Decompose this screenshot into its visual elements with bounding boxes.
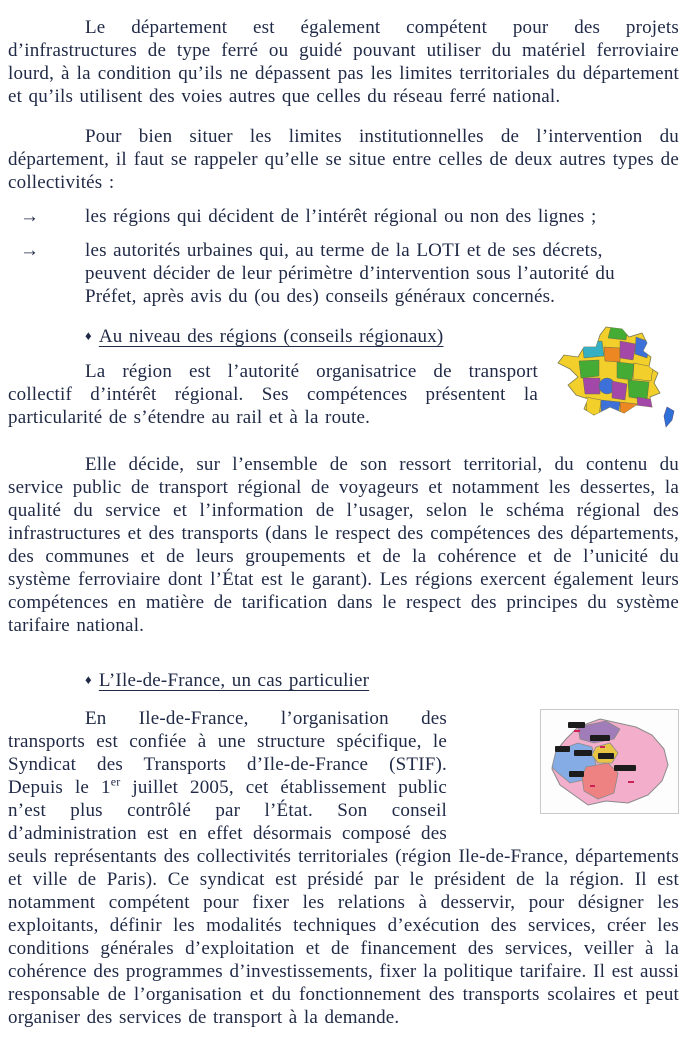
arrow-icon: → [20, 206, 40, 227]
arrow-list [8, 205, 679, 308]
paragraph-idf-text-end: juillet 2005, cet établissement public n’est plus contrôlé par l’État. Son conseil d’administration est en effet désormais composé des seuls représentants des collectivités territoriales (région Ile-de-France, départements et ville de Paris). Ce syndicat est présidé par le président de la région. Il est notamment compétent pour fixer les relations à desservir, pour désigner les exploitants, définir les modalités techniques d’exécution des services, créer les conditions générales d’exploitation et de financement des services, veiller à la cohérence des programmes d’investissements, fixer la politique tarifaire. Il est aussi responsable de l’organisation et du fonctionnement des transports scolaires et peut organiser des services de transport à la demande. [8, 777, 679, 1028]
heading-idf [85, 667, 679, 694]
paragraph-region-intro: La région est l’autorité organisatrice de transport collectif d’intérêt régional. Ses compétences présentent la particularité de s’étendre au rail et à la route. [8, 361, 538, 428]
ile-de-france-map-image [463, 709, 679, 820]
diamond-bullet-icon: ♦ [85, 328, 92, 343]
list-item-text: les autorités urbaines qui, au terme de la LOTI et de ses décrets, peuvent décider de leur périmètre d’intervention sous l’autorité du Préfet, après avis du (ou des) conseils généraux concernés. [85, 240, 615, 307]
diamond-bullet-icon: ♦ [85, 672, 92, 687]
list-item-autorites-urbaines [8, 239, 679, 308]
arrow-icon: → [20, 240, 40, 261]
paragraph-idf [8, 707, 679, 1029]
list-item-text: les régions qui décident de l’intérêt régional ou non des lignes ; [85, 206, 597, 227]
france-regions-map-image [554, 323, 679, 441]
ordinal-superscript: er [110, 774, 121, 789]
list-item-regions [8, 205, 679, 228]
section-regions [8, 323, 679, 445]
paragraph-limites: Pour bien situer les limites institutionnelles de l’intervention du département, il faut se rappeler qu’elle se situe entre celles de deux autres types de collectivités : [8, 126, 679, 193]
paragraph-region-detail: Elle décide, sur l’ensemble de son ressort territorial, du contenu du service public de transport régional de voyageurs et notamment les dessertes, la qualité du service et l’information de l’usager, selon le schéma régional des infrastructures et des transports (dans le respect des compétences des départements, des communes et de leurs groupements et de la cohérence et de l’unicité du système ferroviaire dont l’État est le garant). Les régions exercent également leurs compétences en matière de tarification dans le respect des principes du système tarifaire national. [8, 454, 679, 636]
paragraph-idf-text-start: En Ile-de-France, l’organisation des transports est confiée à une structure spécifique, le Syndicat des Transports d’Ile-de-France (STIF). Depuis le 1 [8, 708, 447, 798]
section-ile-de-france [8, 667, 679, 1029]
heading-regions-text: Au niveau des régions (conseils régionaux) [98, 326, 444, 347]
heading-idf-text: L’Ile-de-France, un cas particulier [98, 670, 370, 691]
paragraph-departement: Le département est également compétent pour des projets d’infrastructures de type ferré ou guidé pouvant utiliser du matériel ferroviaire lourd, à la condition qu’ils ne dépassent pas les limites territoriales du département et qu’ils utilisent des voies autres que celles du réseau ferré national. [8, 17, 679, 107]
